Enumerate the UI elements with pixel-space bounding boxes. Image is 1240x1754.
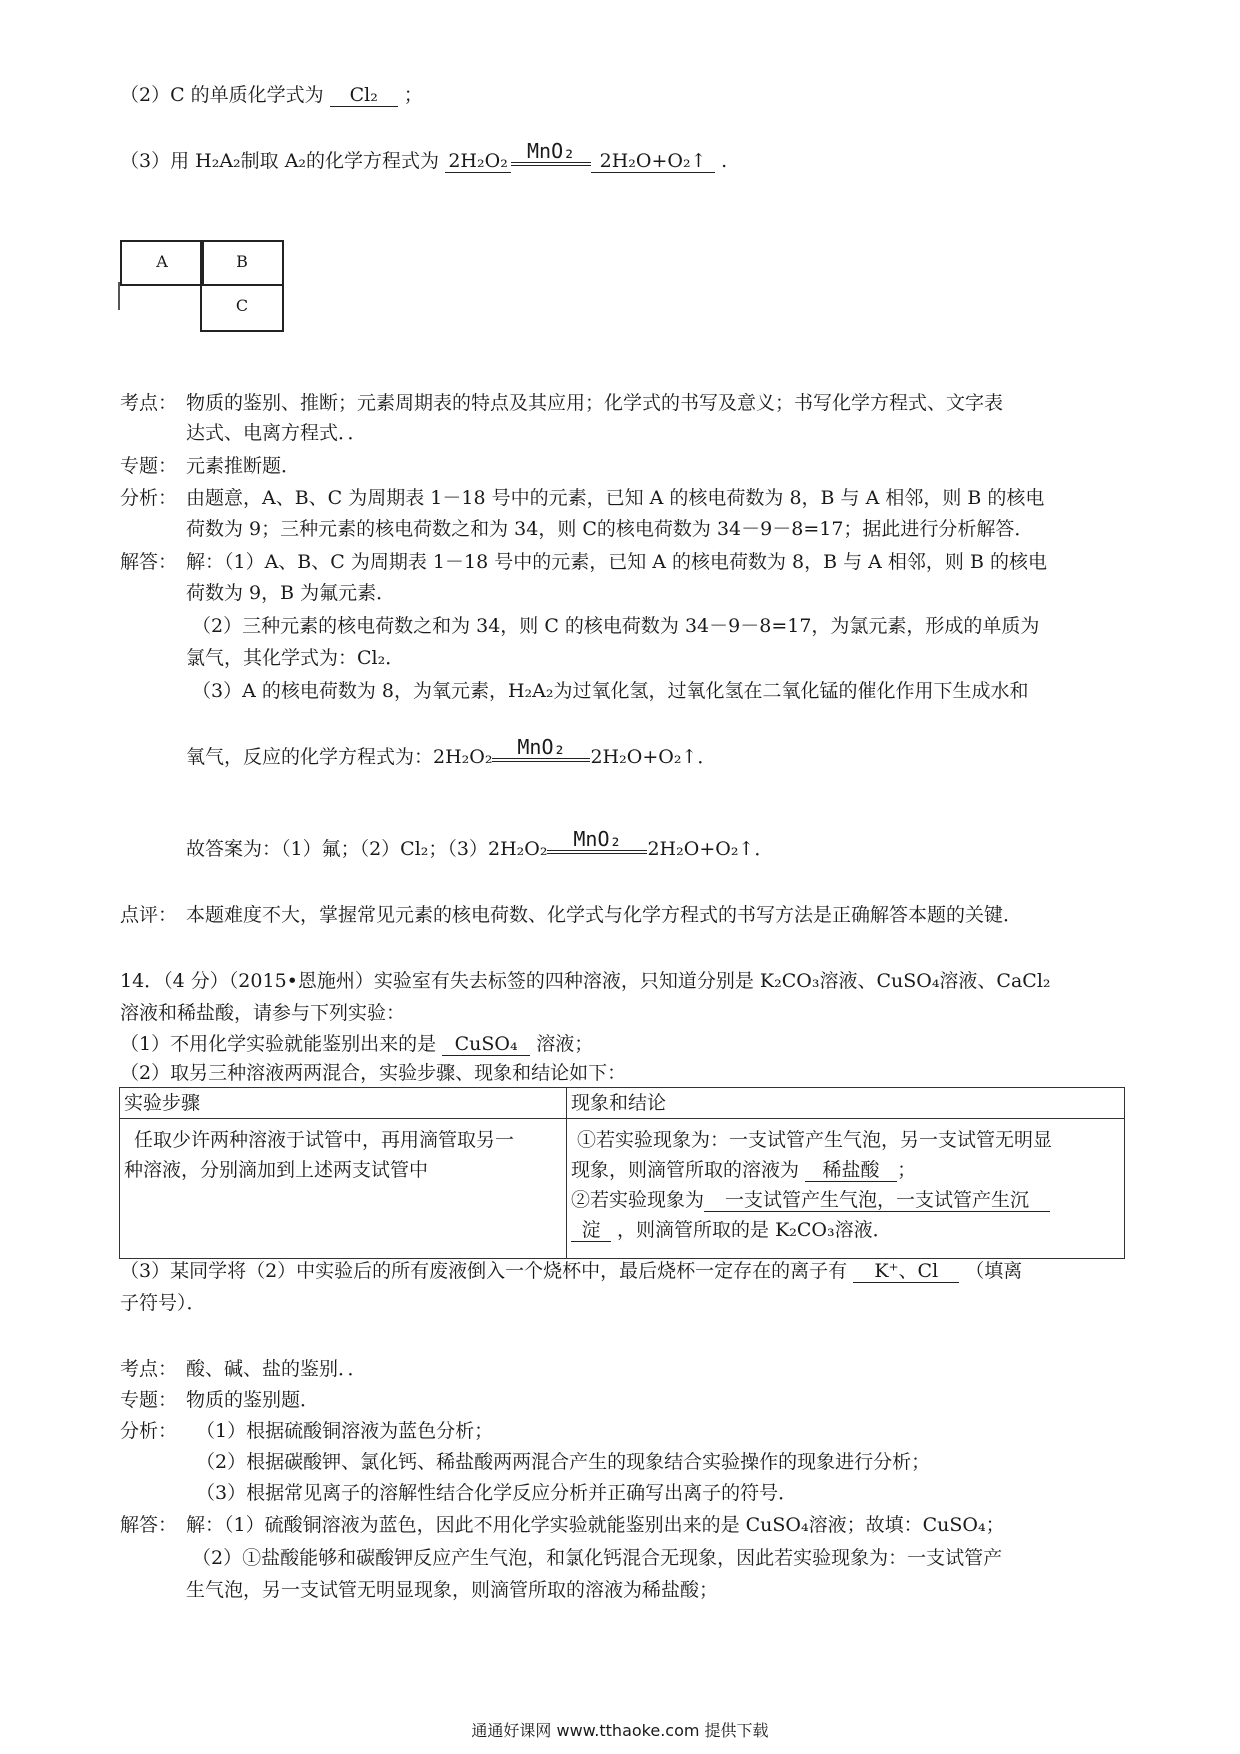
result-2-a [571,1185,1120,1215]
experiment-table [119,1087,1125,1259]
steps-line-2: 种溶液，分别滴加到上述两支试管中 [124,1159,429,1181]
box-b: B [200,240,284,286]
jieda-1: 解：（1）硫酸铜溶液为蓝色，因此不用化学实验就能鉴别出来的是 CuSO₄溶液；故填：CuSO₄； [186,1514,1005,1536]
q13-kaodian [120,390,1003,416]
dianping-text: 本题难度不大，掌握常见元素的核电荷数、化学式与化学方程式的书写方法是正确解答本题的关键． [186,904,1023,926]
header-result: 现象和结论 [567,1088,1125,1119]
q14-jieda-2a: （2）①盐酸能够和碳酸钾反应产生气泡，和氯化钙混合无现象，因此若实验现象为：一支试管产 [192,1547,1003,1569]
steps-cell [120,1119,567,1259]
fenxi-text: 由题意，A、B、C 为周期表 1－18 号中的元素，已知 A 的核电荷数为 8，B 与 A 相邻，则 B 的核电 [186,487,1045,509]
result-2-b-suffix: ，则滴管所取的是 K₂CO₃溶液． [617,1219,892,1241]
q13-kaodian-2: 达式、电离方程式．． [186,422,367,444]
result-cell [567,1119,1125,1259]
q13-item2-suffix: ； [403,84,423,106]
q14-fenxi-3: （3）根据常见离子的溶解性结合化学反应分析并正确写出离子的符号． [196,1482,798,1504]
q13-jieda-1b: 荷数为 9，B 为氟元素． [186,582,396,604]
box-a-edge [118,282,120,310]
answer-rhs: 2H₂O+O₂↑． [647,838,774,860]
jieda-3b-prefix: 氧气，反应的化学方程式为：2H₂O₂ [186,746,493,768]
jieda-label: 解答： [120,551,178,573]
q13-zhuanti [120,453,300,479]
zhuanti-text: 物质的鉴别题． [186,1389,320,1411]
box-c: C [200,284,284,332]
fenxi-label: 分析： [120,487,178,509]
q14-fenxi [120,1418,493,1444]
fenxi-label: 分析： [120,1420,178,1442]
result-1-b-suffix: ； [897,1159,917,1181]
q13-item3-suffix: . [721,150,728,172]
jieda-text: 解：（1）A、B、C 为周期表 1－18 号中的元素，已知 A 的核电荷数为 8，B 与 A 相邻，则 B 的核电 [186,551,1047,573]
q14-item1-answer: CuSO₄ [442,1033,530,1056]
q13-dianping [120,902,1022,928]
q14-item3-prefix: （3）某同学将（2）中实验后的所有废液倒入一个烧杯中，最后烧杯一定存在的离子有 [120,1260,848,1282]
q13-jieda-3a: （3）A 的核电荷数为 8，为氧元素，H₂A₂为过氧化氢，过氧化氢在二氧化锰的催化作用下生成水和 [192,680,1029,702]
kaodian-text: 酸、碱、盐的鉴别．． [186,1358,367,1380]
q14-jieda-2b: 生气泡，另一支试管无明显现象，则滴管所取的溶液为稀盐酸； [186,1579,719,1601]
q14-fenxi-2: （2）根据碳酸钾、氯化钙、稀盐酸两两混合产生的现象结合实验操作的现象进行分析； [196,1451,931,1473]
result-2-answer-a: 一支试管产生气泡，一支试管产生沉 [704,1189,1050,1212]
q14-item3-answer: K⁺、Cl [853,1260,959,1283]
result-2-answer-b: 淀 [571,1219,611,1242]
table-header-row [120,1088,1125,1119]
box-a: A [120,240,204,286]
q13-item3-rhs: 2H₂O+O₂↑ [591,150,715,173]
table-row [120,1119,1125,1259]
q13-fenxi-2: 荷数为 9；三种元素的核电荷数之和为 34，则 C的核电荷数为 34－9－8=17；据此进行分析解答． [186,518,1034,540]
catalyst-label: MnO₂ [517,735,566,759]
q13-item3-prefix: （3）用 H₂A₂制取 A₂的化学方程式为 [120,150,440,172]
q14-kaodian [120,1356,367,1382]
footer-source: 通通好课网 www.tthaoke.com 提供下载 [471,1721,769,1740]
result-1-b-prefix: 现象，则滴管所取的溶液为 [571,1159,800,1181]
q13-answer [186,827,774,862]
answer-prefix: 故答案为：（1）氟；（2）Cl₂；（3）2H₂O₂ [186,838,548,860]
q14-zhuanti [120,1387,319,1413]
q14-item1 [120,1031,593,1057]
result-1-answer: 稀盐酸 [805,1159,897,1182]
q13-jieda-3b [186,735,717,770]
q14-item1-suffix: 溶液； [536,1033,594,1055]
q14-item2: （2）取另三种溶液两两混合，实验步骤、现象和结论如下： [120,1062,627,1084]
q13-item3-lhs: 2H₂O₂ [445,150,511,173]
q14-item1-prefix: （1）不用化学实验就能鉴别出来的是 [120,1033,437,1055]
q14-item3-suffix: （填离 [965,1260,1023,1282]
q13-fenxi [120,485,1044,511]
q13-jieda-2b: 氯气，其化学式为：Cl₂． [186,647,405,669]
result-1-b [571,1155,1120,1185]
q14-title-1: 14．（4 分）（2015•恩施州）实验室有失去标签的四种溶液，只知道分别是 K₂CO₃溶液、CuSO₄溶液、CaCl₂ [120,970,1051,992]
zhuanti-label: 专题： [120,455,178,477]
fenxi-1: （1）根据硫酸铜溶液为蓝色分析； [196,1420,494,1442]
q13-item2-answer: Cl₂ [330,84,398,107]
catalyst-equals-sign [547,827,647,862]
q13-jieda [120,549,1047,575]
zhuanti-label: 专题： [120,1389,178,1411]
q13-item3 [120,139,728,174]
catalyst-equals-sign [511,139,591,174]
kaodian-label: 考点： [120,1358,178,1380]
kaodian-text: 物质的鉴别、推断；元素周期表的特点及其应用；化学式的书写及意义；书写化学方程式、文字表 [186,392,1004,414]
header-steps: 实验步骤 [120,1088,567,1119]
q14-title-2: 溶液和稀盐酸，请参与下列实验： [120,1002,406,1024]
q14-item3-line2: 子符号）． [120,1292,206,1314]
q13-item2-prefix: （2）C 的单质化学式为 [120,84,324,106]
q14-jieda [120,1512,1005,1538]
zhuanti-text: 元素推断题． [186,455,301,477]
q13-item2 [120,82,423,108]
result-2-a-prefix: ②若实验现象为 [571,1189,705,1211]
dianping-label: 点评： [120,904,178,926]
q13-jieda-2a: （2）三种元素的核电荷数之和为 34，则 C 的核电荷数为 34－9－8=17，为氯元素，形成的单质为 [192,615,1040,637]
catalyst-label: MnO₂ [526,139,576,163]
catalyst-equals-sign [492,735,590,770]
result-2-b [571,1215,1120,1245]
catalyst-label: MnO₂ [573,827,622,851]
q14-item3 [120,1258,1022,1284]
result-1-a: ①若实验现象为：一支试管产生气泡，另一支试管无明显 [577,1129,1053,1151]
kaodian-label: 考点： [120,392,178,414]
steps-line-1: 任取少许两种溶液于试管中，再用滴管取另一 [134,1129,515,1151]
jieda-label: 解答： [120,1514,178,1536]
jieda-3b-rhs: 2H₂O+O₂↑． [590,746,717,768]
